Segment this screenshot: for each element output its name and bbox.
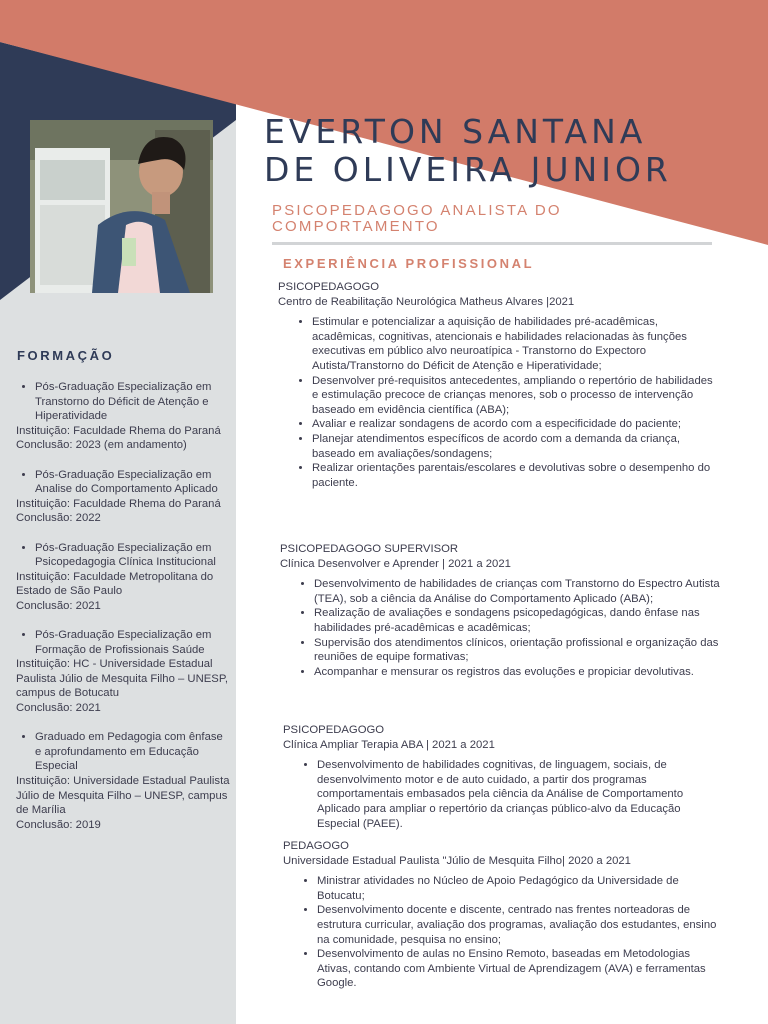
education-course: • Pós-Graduação Especialização em Psicopedagogia Clínica Institucional [35, 541, 230, 570]
education-course: • Pós-Graduação Especialização em Formação de Profissionais Saúde [35, 628, 230, 657]
job-organization: Universidade Estadual Paulista "Júlio de Mesquita Filho| 2020 a 2021 [283, 854, 631, 867]
education-completion: Conclusão: 2021 [16, 599, 101, 612]
job-entry [280, 542, 722, 679]
job-bullet: • Acompanhar e mensurar os registros das evoluções e propiciar devolutivas. [314, 665, 722, 680]
education-item [16, 541, 230, 614]
job-bullet: • Desenvolver pré-requisitos antecedentes, ampliando o repertório de habilidades e estimulação precoce de crianças menores, sob o processo de intervenção baseado em evidência científica (ABA); [312, 374, 720, 418]
job-role: PEDAGOGO [283, 840, 349, 852]
job-bullet: • Realizar orientações parentais/escolares e devolutivas sobre o desempenho do paciente. [312, 461, 720, 490]
education-completion: Conclusão: 2022 [16, 512, 101, 525]
job-bullet: • Realização de avaliações e sondagens psicopedagógicas, dando ênfase nas habilidades pré-acadêmicas e acadêmicas; [314, 606, 722, 635]
education-completion: Conclusão: 2023 (em andamento) [16, 439, 187, 452]
job-entry [283, 723, 725, 831]
name-line-2: DE OLIVEIRA JUNIOR [264, 150, 672, 189]
education-course: • Pós-Graduação Especialização em Transtorno do Déficit de Atenção e Hiperatividade [35, 380, 230, 424]
education-institution: Instituição: Faculdade Rhema do Paraná [16, 497, 221, 510]
job-bullet: • Supervisão dos atendimentos clínicos, orientação profissional e organização das reuniões de equipe formativas; [314, 636, 722, 665]
job-role: PSICOPEDAGOGO [278, 281, 380, 293]
education-institution: Instituição: Universidade Estadual Paulista Júlio de Mesquita Filho – UNESP, campus de Marília [16, 775, 230, 817]
job-role: PSICOPEDAGOGO SUPERVISOR [280, 543, 459, 555]
job-bullet: • Desenvolvimento docente e discente, centrado nas frentes norteadoras de estrutura curricular, avaliação dos programas, avaliação dos estudantes, ensino na comunidade, pesquisa no ensino; [317, 903, 725, 947]
job-organization: Clínica Ampliar Terapia ABA | 2021 a 2021 [283, 738, 495, 751]
name-line-1: EVERTON SANTANA [264, 112, 647, 151]
profile-photo [30, 120, 213, 293]
education-item [16, 628, 230, 716]
education-institution: Instituição: Faculdade Rhema do Paraná [16, 424, 221, 437]
education-course: • Graduado em Pedagogia com ênfase e aprofundamento em Educação Especial [35, 730, 230, 774]
education-item [16, 380, 230, 453]
title-divider [272, 242, 712, 245]
job-role: PSICOPEDAGOGO [283, 724, 385, 736]
job-bullet: • Ministrar atividades no Núcleo de Apoio Pedagógico da Universidade de Botucatu; [317, 874, 725, 903]
job-bullet: • Estimular e potencializar a aquisição de habilidades pré-acadêmicas, acadêmicas, cognitivas, atencionais e habilidades relacionadas às funções executivas em público alvo neuroatípica - Transtorno do Expectoro Autista/Transtorno do Déficit de Atenção e Hiperatividade; [312, 315, 720, 373]
job-title: PSICOPEDAGOGO ANALISTA DO COMPORTAMENTO [272, 202, 562, 235]
job-bullet: • Desenvolvimento de aulas no Ensino Remoto, baseadas em Metodologias Ativas, contando com Ambiente Virtual de Aprendizagem (AVA) e ferramentas Google. [317, 947, 725, 991]
education-completion: Conclusão: 2021 [16, 702, 101, 715]
education-item [16, 468, 230, 526]
job-bullet: • Avaliar e realizar sondagens de acordo com a especificidade do paciente; [312, 417, 720, 432]
candidate-name [264, 113, 672, 189]
education-institution: Instituição: HC - Universidade Estadual Paulista Júlio de Mesquita Filho – UNESP, campus de Botucatu [16, 658, 229, 700]
education-item [16, 730, 230, 832]
education-completion: Conclusão: 2019 [16, 818, 101, 831]
education-list [16, 380, 230, 847]
job-bullet: • Desenvolvimento de habilidades cognitivas, de linguagem, sociais, de desenvolvimento motor e de auto cuidado, a partir dos programas comportamentais embasados pela ciência da Análise de Comportamento Aplicado para ampliar o repertório da crianças público-alvo da Educação Especial (PAEE). [317, 758, 725, 831]
education-course: • Pós-Graduação Especialização em Analise do Comportamento Aplicado [35, 468, 230, 497]
education-heading: FORMAÇÃO [17, 348, 115, 363]
job-bullet: • Desenvolvimento de habilidades de crianças com Transtorno do Espectro Autista (TEA), sob a ciência da Análise do Comportamento Aplicado (ABA); [314, 577, 722, 606]
job-entry [278, 280, 720, 490]
job-organization: Clínica Desenvolver e Aprender | 2021 a 2021 [280, 557, 511, 570]
job-organization: Centro de Reabilitação Neurológica Matheus Alvares |2021 [278, 295, 575, 308]
job-bullet: • Planejar atendimentos específicos de acordo com a demanda da criança, baseado em avaliações/sondagens; [312, 432, 720, 461]
job-entry [283, 839, 725, 991]
experience-heading: EXPERIÊNCIA PROFISSIONAL [283, 256, 535, 271]
education-institution: Instituição: Faculdade Metropolitana do Estado de São Paulo [16, 570, 214, 598]
